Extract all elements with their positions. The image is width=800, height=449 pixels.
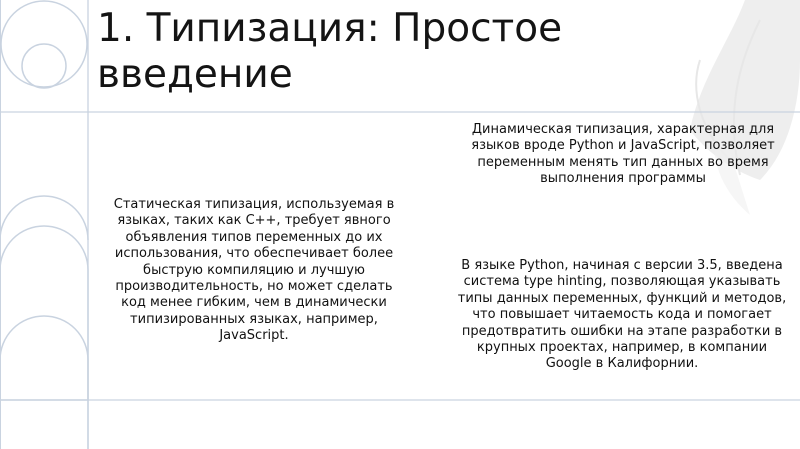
dynamic-typing-text: Динамическая типизация, характерная для языков вроде Python и JavaScript, позволяет переменным менять тип данных во время выполнения программы	[471, 122, 775, 187]
static-typing-text: Статическая типизация, используемая в языках, таких как C++, требует явного объявления типов переменных до их использования, что обеспечивает более быструю компиляцию и лучшую производительность, но может сделать код менее гибким, чем в динамически типизированных языках, например, JavaScript.	[113, 197, 395, 344]
arch-outline-icon	[0, 196, 88, 240]
python-type-hinting-text: В языке Python, начиная с версии 3.5, введена система type hinting, позволяющая указывать типы данных переменных, функций и методов, что повышает читаемость кода и помогает предотвратить ошибки на этапе разработки в крупных проектах, например, в компании Google в Калифорнии.	[457, 258, 787, 372]
arch-outline-icon	[0, 226, 88, 400]
circle-outline-icon	[22, 44, 66, 88]
arch-outline-icon	[0, 316, 88, 449]
slide-title: 1. Типизация: Простое введение	[97, 6, 563, 97]
